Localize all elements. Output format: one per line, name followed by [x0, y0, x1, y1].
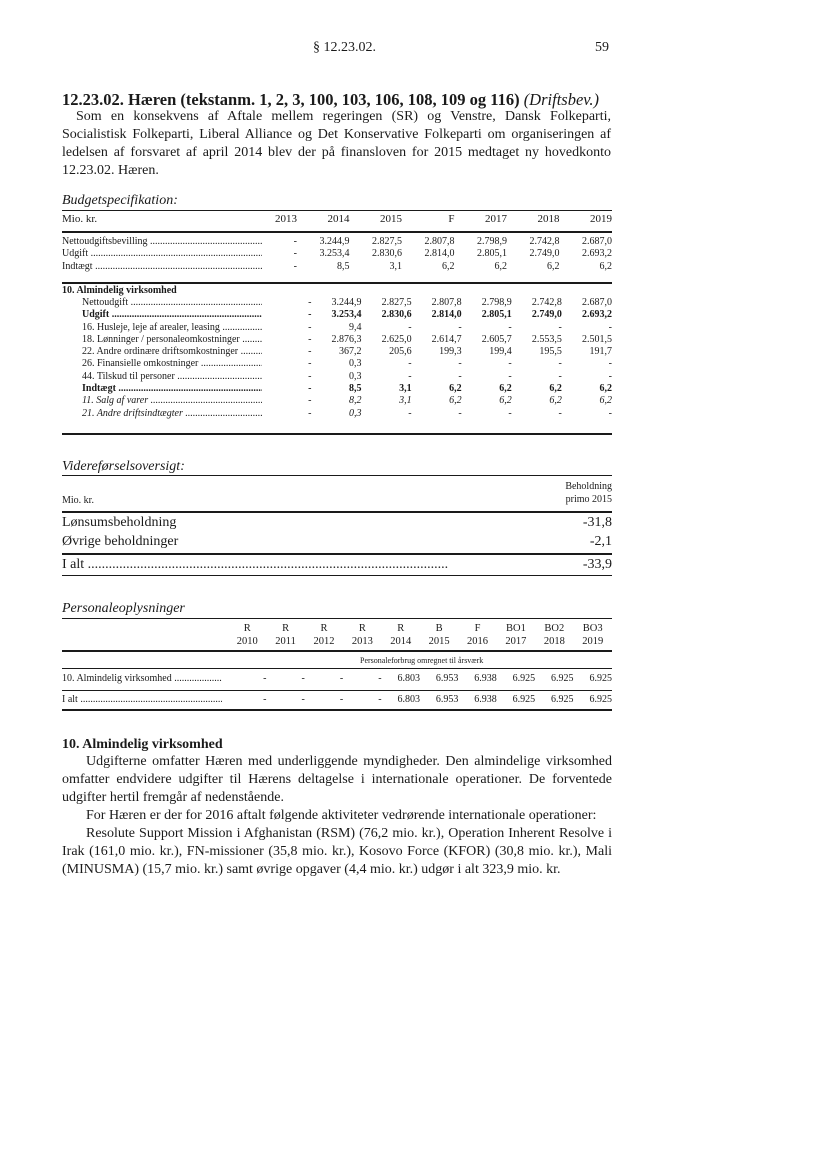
row-value: 2.501,5: [582, 333, 612, 345]
row-value: 2.814,0: [431, 309, 462, 321]
videre-row: [62, 534, 612, 553]
table-row: [62, 408, 612, 420]
personale-subheading: Personaleforbrug omregnet til årsværk: [360, 656, 484, 665]
row-value: 2.693,2: [582, 248, 612, 260]
row-value: -: [558, 407, 562, 419]
budget-top-table: [62, 236, 612, 273]
videre-col-line2: primo 2015: [565, 494, 612, 505]
row-value: 199,4: [489, 346, 512, 358]
table-row: [62, 358, 612, 370]
row-value: 6,2: [449, 383, 462, 395]
budget-column-6: 2018: [537, 213, 560, 225]
row-value: -: [508, 407, 512, 419]
row-value: -: [308, 370, 312, 382]
row-value: -: [293, 260, 297, 272]
row-value: 205,6: [389, 346, 412, 358]
row-value: 2.807,8: [431, 297, 462, 308]
row-value: 6.925: [512, 673, 536, 684]
row-value: 2.749,0: [531, 309, 562, 321]
row-value: -: [608, 370, 612, 382]
videre-row-value: -2,1: [589, 534, 612, 549]
row-value: -: [608, 321, 612, 333]
videre-heading: Videreførselsoversigt:: [62, 459, 185, 474]
row-value: 8,5: [337, 260, 350, 272]
videre-rows: [62, 515, 612, 553]
row-value: -: [308, 309, 312, 321]
budget-column-7: 2019: [590, 213, 612, 225]
videre-column-header: [530, 480, 612, 506]
row-value: -: [308, 333, 312, 345]
row-value: 6.803: [397, 673, 420, 684]
videre-rule-header: [62, 511, 612, 513]
budget-column-3: 2015: [380, 213, 402, 225]
row-value: 8,5: [349, 383, 362, 395]
videre-rule-bottom: [62, 575, 612, 576]
row-value: 3.253,4: [319, 248, 350, 260]
row-value: 2.553,5: [531, 333, 562, 345]
account-title: [62, 90, 599, 110]
videre-row-value: -31,8: [582, 515, 612, 530]
row-value: 2.830,6: [381, 309, 412, 321]
budget-group-heading: 10. Almindelig virksomhed: [62, 285, 177, 296]
videre-unit-label: Mio. kr.: [62, 495, 94, 506]
row-label: 44. Tilskud til personer: [82, 370, 175, 382]
personale-column-2: R 2011: [275, 623, 296, 647]
personale-rule-bottom: [62, 709, 612, 711]
row-value: 367,2: [339, 346, 362, 358]
row-value: -: [458, 370, 462, 382]
table-row: [62, 346, 612, 358]
row-label: 22. Andre ordinære driftsomkostninger: [82, 346, 239, 358]
budget-rule-bottom: [62, 433, 612, 435]
row-label: 26. Finansielle omkostninger: [82, 358, 199, 370]
personale-column-7: F 2016: [467, 623, 489, 647]
table-row: [62, 261, 612, 273]
budget-rule-mid: [62, 282, 612, 284]
row-value: 3.244,9: [319, 236, 350, 247]
row-value: 2.827,5: [381, 297, 412, 308]
row-value: 6,2: [499, 395, 512, 407]
row-label: 18. Lønninger / personaleomkostninger: [82, 333, 240, 345]
row-value: 2.827,5: [372, 236, 402, 247]
row-value: -: [408, 370, 412, 382]
budget-rule-top: [62, 210, 612, 211]
personale-column-1: R 2010: [236, 623, 258, 647]
row-value: 2.830,6: [372, 248, 402, 260]
table-row: [62, 383, 612, 395]
row-value: 2.798,9: [481, 297, 512, 308]
row-value: 6,2: [547, 260, 560, 272]
row-value: 6.803: [397, 694, 420, 705]
row-value: 6,2: [449, 395, 462, 407]
row-value: -: [508, 370, 512, 382]
row-value: 3,1: [399, 395, 412, 407]
table-row: [62, 694, 612, 706]
intro-paragraph: Som en konsekvens af Aftale mellem regeringen (SR) og Venstre, Dansk Folkeparti, Socialistisk Folkeparti, Liberal Alliance og Det Konservative Folkeparti om organiseringen af ledelsen af forsvaret af april 2014 blev der på finansloven for 2015 medtaget ny hovedkonto 12.23.02. Hæren.: [62, 109, 611, 178]
row-value: 2.687,0: [582, 236, 612, 247]
row-value: -: [558, 321, 562, 333]
row-label: Nettoudgift: [82, 297, 129, 308]
row-value: 6.925: [589, 673, 612, 684]
row-value: -: [558, 370, 562, 382]
row-value: -: [293, 248, 297, 260]
row-label: 21. Andre driftsindtægter: [82, 407, 183, 419]
row-value: -: [408, 407, 412, 419]
row-value: 2.742,8: [531, 297, 562, 308]
row-label: 11. Salg af varer: [82, 395, 149, 407]
row-value: 2.805,1: [481, 309, 512, 321]
section10-paragraph-1: Udgifterne omfatter Hæren med underliggende myndigheder. Den almindelige virksomhed omfatter endvidere udgifter til Hærens deltagelse i internationale operationer. De forventede udgifter hertil fremgår af nedenstående.: [62, 754, 612, 805]
section10-paragraph-2: For Hæren er der for 2016 aftalt følgende aktiviteter vedrørende internationale operationer:: [86, 808, 597, 823]
row-value: 6.938: [474, 694, 497, 705]
row-label: 10. Almindelig virksomhed: [62, 673, 172, 684]
table-row: [62, 395, 612, 407]
row-value: -: [339, 673, 344, 684]
row-value: -: [458, 407, 462, 419]
personale-column-10: BO3 2019: [582, 623, 604, 647]
row-value: 6,2: [442, 260, 455, 272]
row-value: 2.605,7: [481, 333, 512, 345]
row-value: -: [408, 321, 412, 333]
budget-heading: Budgetspecifikation:: [62, 193, 178, 208]
section10-heading: 10. Almindelig virksomhed: [62, 737, 223, 752]
personale-total-table: [62, 694, 612, 706]
account-title-note: (Driftsbev.): [523, 90, 599, 109]
personale-rule-total: [62, 690, 612, 691]
table-row: [62, 248, 612, 260]
table-row: [62, 371, 612, 383]
row-value: -: [378, 694, 382, 705]
row-value: 6.925: [551, 694, 574, 705]
row-label: Indtægt: [82, 383, 116, 395]
table-row: [62, 322, 612, 334]
row-label: Udgift: [82, 309, 110, 321]
section10-paragraph-3: Resolute Support Mission i Afghanistan (RSM) (76,2 mio. kr.), Operation Inherent Resolve i Irak (161,0 mio. kr.), FN-missioner (35,8 mio. kr.), Kosovo Force (KFOR) (30,8 mio. kr.), Mali (MINUSMA) (15,7 mio. kr.) samt øvrige opgaver (4,4 mio. kr.) udgør i alt 323,9 mio. kr.: [62, 826, 612, 877]
row-value: 6,2: [549, 383, 562, 395]
row-value: 0,3: [349, 370, 362, 382]
row-value: 0,3: [349, 407, 362, 419]
personale-column-3: R 2012: [313, 623, 335, 647]
personale-heading: Personaleoplysninger: [62, 601, 185, 616]
row-value: -: [263, 694, 267, 705]
row-value: 3,1: [399, 383, 412, 395]
budget-group-table: [62, 297, 612, 420]
personale-rule-top: [62, 618, 612, 619]
section-number: § 12.23.02.: [313, 40, 376, 55]
videre-total-value: -33,9: [582, 557, 612, 572]
personale-column-8: BO1 2017: [505, 623, 527, 647]
row-label: 16. Husleje, leje af arealer, leasing: [82, 321, 220, 333]
row-value: -: [263, 673, 267, 684]
row-value: -: [301, 694, 305, 705]
row-value: -: [339, 694, 344, 705]
videre-row-label: Lønsumsbeholdning .....: [62, 515, 540, 534]
table-row: [62, 309, 612, 321]
table-row: [62, 236, 612, 248]
row-label: Indtægt: [62, 260, 93, 272]
personale-rule-sub: [62, 668, 612, 669]
videre-rule-total: [62, 553, 612, 555]
row-value: 6,2: [549, 395, 562, 407]
row-value: -: [293, 236, 297, 247]
row-value: 2.693,2: [582, 309, 612, 321]
personale-column-6: B 2015: [428, 623, 450, 647]
row-value: -: [308, 321, 312, 333]
budget-column-4: F: [448, 213, 455, 225]
row-value: -: [308, 297, 312, 308]
row-value: -: [308, 358, 312, 370]
row-value: -: [508, 321, 512, 333]
videre-row: [62, 515, 612, 534]
row-value: 6.925: [512, 694, 536, 705]
row-value: -: [308, 346, 312, 358]
row-value: 2.807,8: [424, 236, 455, 247]
table-row: [62, 297, 612, 309]
row-value: 2.798,9: [477, 236, 507, 247]
personale-column-headers: [228, 622, 612, 648]
budget-rule-header: [62, 231, 612, 233]
row-value: -: [301, 673, 305, 684]
row-label: Udgift: [62, 248, 89, 260]
personale-column-5: R 2014: [390, 623, 412, 647]
budget-unit-label: Mio. kr.: [62, 213, 98, 225]
personale-column-4: R 2013: [351, 623, 373, 647]
row-value: -: [558, 358, 562, 370]
row-value: 2.876,3: [331, 333, 362, 345]
row-value: -: [308, 395, 312, 407]
row-value: 2.687,0: [582, 297, 612, 308]
personale-row-table: [62, 673, 612, 685]
row-label: Nettoudgiftsbevilling: [62, 236, 148, 247]
page-number: 59: [595, 40, 609, 55]
row-value: 3.253,4: [331, 309, 362, 321]
row-value: -: [608, 358, 612, 370]
row-label: I alt: [62, 694, 78, 705]
row-value: 199,3: [439, 346, 462, 358]
row-value: -: [608, 407, 612, 419]
row-value: 2.805,1: [477, 248, 507, 260]
budget-column-2: 2014: [327, 213, 350, 225]
row-value: 6.953: [435, 673, 459, 684]
videre-total-row: [62, 557, 612, 573]
videre-row-label: Øvrige beholdninger .....: [62, 534, 540, 553]
budget-column-headers: [262, 213, 612, 225]
row-value: 6,2: [599, 260, 612, 272]
row-value: 6.938: [474, 673, 497, 684]
row-value: 6,2: [499, 383, 512, 395]
row-value: 8,2: [349, 395, 362, 407]
row-value: 6,2: [599, 383, 612, 395]
row-value: 2.742,8: [529, 236, 560, 247]
videre-col-line1: Beholdning: [565, 481, 612, 492]
budget-column-1: 2013: [275, 213, 297, 225]
row-value: 2.749,0: [529, 248, 560, 260]
row-value: -: [508, 358, 512, 370]
row-value: -: [378, 673, 382, 684]
row-value: 6,2: [494, 260, 507, 272]
row-value: -: [408, 358, 412, 370]
row-value: -: [458, 321, 462, 333]
personale-column-9: BO2 2018: [543, 623, 565, 647]
row-value: -: [308, 407, 312, 419]
row-value: 191,7: [589, 346, 612, 358]
row-value: 6.925: [551, 673, 574, 684]
row-value: -: [308, 383, 312, 395]
row-value: 6,2: [599, 395, 612, 407]
row-value: 2.625,0: [381, 333, 412, 345]
budget-column-5: 2017: [485, 213, 507, 225]
row-value: 9,4: [349, 321, 362, 333]
row-value: -: [458, 358, 462, 370]
row-value: 195,5: [539, 346, 562, 358]
account-title-main: 12.23.02. Hæren (tekstanm. 1, 2, 3, 100, 103, 106, 108, 109 og 116): [62, 90, 520, 109]
row-value: 0,3: [349, 358, 362, 370]
row-value: 2.814,0: [424, 248, 455, 260]
section10-body: [62, 753, 612, 879]
row-value: 6.953: [435, 694, 459, 705]
videre-total-label: I alt .....: [62, 557, 540, 573]
table-row: [62, 673, 612, 685]
row-value: 2.614,7: [431, 333, 462, 345]
row-value: 3.244,9: [331, 297, 362, 308]
table-row: [62, 334, 612, 346]
videre-rule-top: [62, 475, 612, 476]
personale-rule-header: [62, 650, 612, 652]
row-value: 6.925: [589, 694, 612, 705]
row-value: 3,1: [389, 260, 402, 272]
